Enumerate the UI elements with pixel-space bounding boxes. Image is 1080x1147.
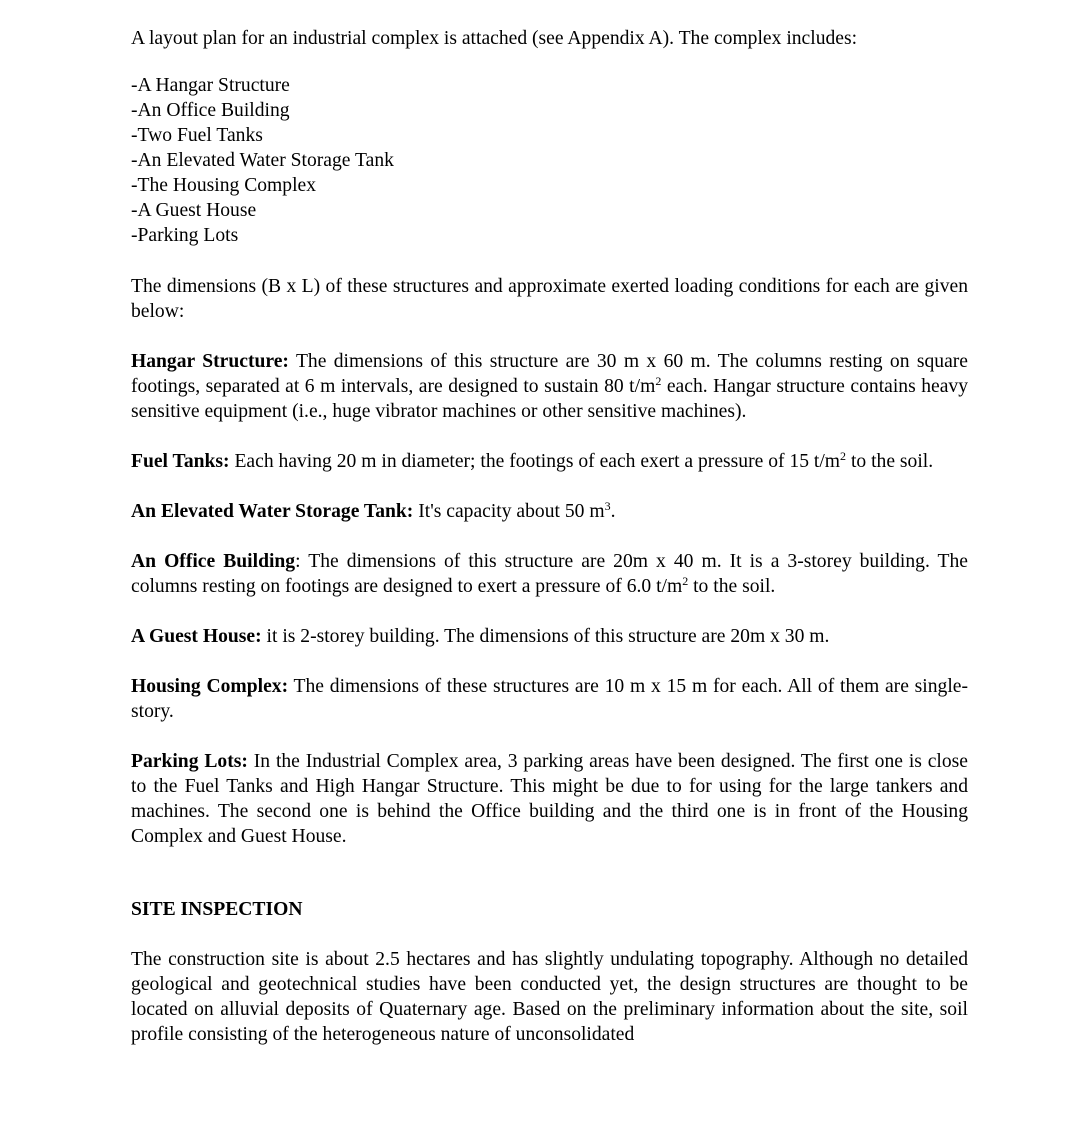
site-inspection-paragraph: The construction site is about 2.5 hectares and has slightly undulating topography. Although no detailed geological and geotechnical studies have been conducted yet, the design structures are thought to be located on alluvial deposits of Quaternary age. Based on the preliminary information about the site, soil profile consisting of the heterogeneous nature of unconsolidated <box>131 949 968 1045</box>
intro-paragraph: A layout plan for an industrial complex is attached (see Appendix A). The complex includes: <box>131 28 858 49</box>
hangar-label: Hangar Structure: <box>131 351 289 372</box>
fuel-tanks-superscript: 2 <box>840 449 847 463</box>
list-item: -An Office Building <box>131 100 290 121</box>
list-item: -Two Fuel Tanks <box>131 125 263 146</box>
list-item: -A Hangar Structure <box>131 75 290 96</box>
fuel-tanks-paragraph <box>131 449 968 474</box>
parking-label: Parking Lots: <box>131 751 248 772</box>
office-text-2: to the soil. <box>688 576 776 597</box>
housing-label: Housing Complex: <box>131 676 289 697</box>
list-item: -Parking Lots <box>131 225 239 246</box>
guest-house-text: it is 2-storey building. The dimensions of this structure are 20m x 30 m. <box>261 626 830 647</box>
document-page <box>131 26 968 1072</box>
site-inspection-heading: SITE INSPECTION <box>131 899 303 920</box>
fuel-tanks-text-1: Each having 20 m in diameter; the footings of each exert a pressure of 15 t/m <box>229 451 841 472</box>
list-item: -The Housing Complex <box>131 175 317 196</box>
housing-text: The dimensions of these structures are 10 m x 15 m for each. All of them are single-story. <box>131 676 968 722</box>
office-paragraph <box>131 549 968 599</box>
office-text-1: : The dimensions of this structure are 20m x 40 m. It is a 3-storey building. The columns resting on footings are designed to exert a pressure of 6.0 t/m <box>131 551 968 597</box>
list-item: -An Elevated Water Storage Tank <box>131 150 394 171</box>
water-tank-text-2: . <box>610 501 616 522</box>
water-tank-paragraph <box>131 499 968 524</box>
water-tank-label: An Elevated Water Storage Tank: <box>131 501 414 522</box>
water-tank-superscript: 3 <box>604 499 611 513</box>
fuel-tanks-label: Fuel Tanks: <box>131 451 230 472</box>
hangar-text-1: The dimensions of this structure are 30 m x 60 m. The columns resting on square footings, separated at 6 m intervals, are designed to sustain 80 t/m <box>131 351 969 397</box>
guest-house-label: A Guest House: <box>131 626 262 647</box>
office-superscript: 2 <box>682 574 689 588</box>
office-label: An Office Building <box>131 551 296 572</box>
guest-house-paragraph <box>131 624 968 649</box>
dimensions-intro-paragraph: The dimensions (B x L) of these structures and approximate exerted loading conditions for each are given below: <box>131 276 968 322</box>
hangar-superscript: 2 <box>655 374 662 388</box>
structure-list <box>131 73 968 248</box>
water-tank-text-1: It's capacity about 50 m <box>413 501 605 522</box>
list-item: -A Guest House <box>131 200 257 221</box>
hangar-text-2: each. Hangar structure contains heavy sensitive equipment (i.e., huge vibrator machines or other sensitive machines). <box>131 376 969 422</box>
fuel-tanks-text-2: to the soil. <box>846 451 934 472</box>
housing-paragraph <box>131 674 968 724</box>
hangar-paragraph <box>131 349 968 424</box>
parking-text: In the Industrial Complex area, 3 parking areas have been designed. The first one is close to the Fuel Tanks and High Hangar Structure. This might be due to for using for the large tankers and machines. The second one is behind the Office building and the third one is in front of the Housing Complex and Guest House. <box>131 751 968 847</box>
parking-paragraph <box>131 749 968 849</box>
